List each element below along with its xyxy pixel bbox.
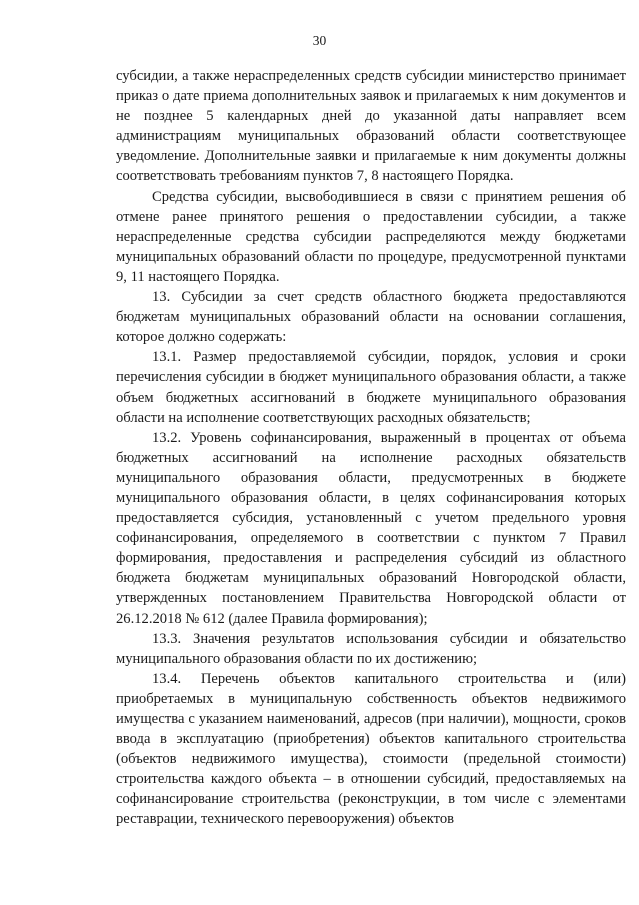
paragraph-item-13-4: 13.4. Перечень объектов капитального строительства и (или) приобретаемых в муниципальную собственность объектов недвижимого имущества с указанием наименований, адресов (при наличии), мощности, сроков ввода в эксплуатацию (приобретения) объектов капитального строительства (объектов недвижимого имущества), стоимости (предельной стоимости) строительства каждого объекта – в отношении субсидий, предоставляемых на софинансирование строительства (реконструкции, в том числе с элементами реставрации, технического перевооружения) объектов xyxy=(116,670,626,828)
paragraph-section-13: 13. Субсидии за счет средств областного бюджета предоставляются бюджетам муниципальных образований области на основании соглашения, которое должно содержать: xyxy=(116,289,626,346)
paragraph-continuation: субсидии, а также нераспределенных средств субсидии министерство принимает приказ о дате приема дополнительных заявок и прилагаемых к ним документов и не позднее 5 календарных дней до указанной даты направляет всем администрациям муниципальных образований области соответствующее уведомление. Дополнительные заявки и прилагаемые к ним документы должны соответствовать требованиям пунктов 7, 8 настоящего Порядка. xyxy=(116,68,626,185)
paragraph-item-13-2: 13.2. Уровень софинансирования, выраженный в процентах от объема бюджетных ассигнований на исполнение расходных обязательств муниципального образования области, предусмотренных в бюджете муниципального образования области, в целях софинансирования которых предоставляется субсидия, установленный с учетом предельного уровня софинансирования, определяемого в соответствии с пунктом 7 Правил формирования, предоставления и распределения субсидий из областного бюджета бюджетам муниципальных образований Новгородской области, утвержденных постановлением Правительства Новгородской области от 26.12.2018 № 612 (далее Правила формирования); xyxy=(116,429,626,627)
paragraph-redistribution: Средства субсидии, высвободившиеся в связи с принятием решения об отмене ранее принятого решения о предоставлении субсидии, а также нераспределенные средства субсидии распределяются между бюджетами муниципальных образований области по процедуре, предусмотренной пунктами 9, 11 настоящего Порядка. xyxy=(116,188,626,285)
page-number: 30 xyxy=(312,33,327,48)
paragraph-item-13-1: 13.1. Размер предоставляемой субсидии, порядок, условия и сроки перечисления субсидии в бюджет муниципального образования области, а также объем бюджетных ассигнований в бюджете муниципального образования области на исполнение соответствующих расходных обязательств; xyxy=(116,349,626,426)
paragraph-item-13-3: 13.3. Значения результатов использования субсидии и обязательство муниципального образования области по их достижению; xyxy=(116,630,626,667)
document-body xyxy=(116,66,626,830)
